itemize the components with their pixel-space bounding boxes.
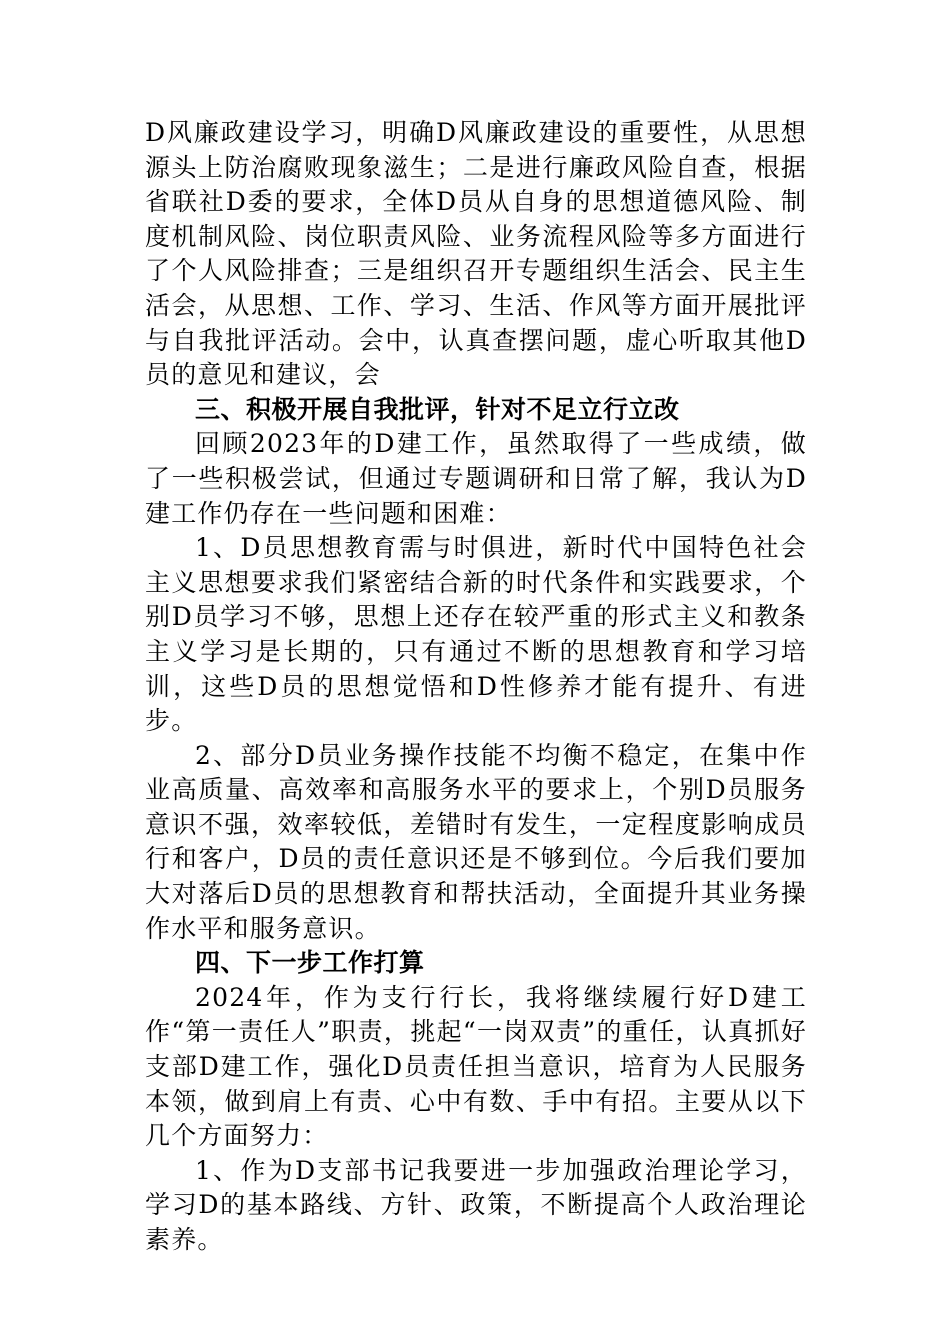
section-heading-3: 三、积极开展自我批评，针对不足立行立改: [195, 394, 680, 424]
paragraph-body-6: 1、作为D支部书记我要进一步加强政治理论学习，学习D的基本路线、方针、政策，不断提高个人政治理论素养。: [145, 1155, 807, 1254]
paragraph-body-5: 2024年，作为支行行长，我将继续履行好D建工作“第一责任人”职责，挑起“一岗双责”的重任，认真抓好支部D建工作，强化D员责任担当意识，培育为人民服务本领，做到肩上有责、心中有数、手中有招。主要从以下几个方面努力：: [145, 982, 807, 1151]
document-page: [145, 116, 807, 1258]
section-heading-4: 四、下一步工作打算: [195, 948, 425, 978]
paragraph-body-3: 1、D员思想教育需与时俱进，新时代中国特色社会主义思想要求我们紧密结合新的时代条件和实践要求，个别D员学习不够，思想上还存在较严重的形式主义和教条主义学习是长期的，只有通过不断的思想教育和学习培训，这些D员的思想觉悟和D性修养才能有提升、有进步。: [145, 533, 807, 736]
paragraph-body-4: 2、部分D员业务操作技能不均衡不稳定，在集中作业高质量、高效率和高服务水平的要求上，个别D员服务意识不强，效率较低，差错时有发生，一定程度影响成员行和客户，D员的责任意识还是不够到位。今后我们要加大对落后D员的思想教育和帮扶活动，全面提升其业务操作水平和服务意识。: [145, 740, 807, 943]
paragraph-body-2: 回顾2023年的D建工作，虽然取得了一些成绩，做了一些积极尝试，但通过专题调研和日常了解，我认为D建工作仍存在一些问题和困难：: [145, 429, 807, 528]
paragraph-body-1: D风廉政建设学习，明确D风廉政建设的重要性，从思想源头上防治腐败现象滋生；二是进行廉政风险自查，根据省联社D委的要求，全体D员从自身的思想道德风险、制度机制风险、岗位职责风险、业务流程风险等多方面进行了个人风险排查；三是组织召开专题组织生活会、民主生活会，从思想、工作、学习、生活、作风等方面开展批评与自我批评活动。会中，认真查摆问题，虚心听取其他D员的意见和建议，会: [145, 118, 807, 390]
